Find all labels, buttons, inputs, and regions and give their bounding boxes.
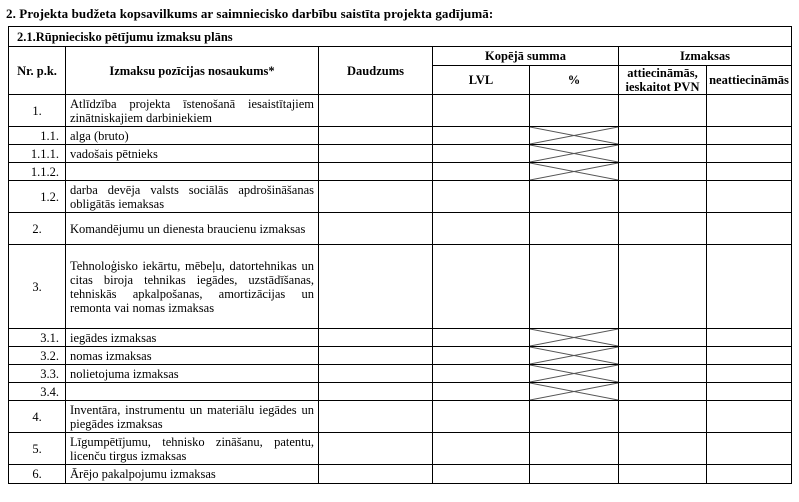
row-number: 1.1.	[9, 127, 66, 145]
page-heading: 2. Projekta budžeta kopsavilkums ar saimniecisko darbību saistīta projekta gadījumā:	[6, 6, 494, 21]
row-number: 3.2.	[9, 347, 66, 365]
percent-cell-crossed	[530, 127, 619, 145]
row-name: Tehnoloģisko iekārtu, mēbeļu, datortehnikas un citas biroja tehnikas iegādes, uzstādīšanas, tehniskās apkalpošanas, amortizācijas un remonta vai nomas izmaksas	[66, 245, 319, 329]
percent-cell-crossed	[530, 365, 619, 383]
quantity-cell[interactable]	[319, 95, 433, 127]
lvl-cell[interactable]	[433, 127, 530, 145]
row-name: nomas izmaksas	[66, 347, 319, 365]
lvl-cell[interactable]	[433, 95, 530, 127]
eligible-cell[interactable]	[619, 163, 707, 181]
table-row	[9, 347, 792, 365]
row-number: 4.	[9, 401, 66, 433]
percent-cell-crossed	[530, 347, 619, 365]
quantity-cell[interactable]	[319, 127, 433, 145]
row-number: 1.1.2.	[9, 163, 66, 181]
row-name: nolietojuma izmaksas	[66, 365, 319, 383]
row-number: 1.	[9, 95, 66, 127]
eligible-cell[interactable]	[619, 95, 707, 127]
lvl-cell[interactable]	[433, 145, 530, 163]
table-row	[9, 465, 792, 484]
header-eligible: attiecināmās, ieskaitot PVN	[619, 66, 707, 95]
row-name: alga (bruto)	[66, 127, 319, 145]
quantity-cell[interactable]	[319, 181, 433, 213]
lvl-cell[interactable]	[433, 163, 530, 181]
budget-table	[8, 26, 792, 484]
header-name: Izmaksu pozīcijas nosaukums*	[66, 47, 319, 95]
ineligible-cell[interactable]	[707, 127, 792, 145]
lvl-cell[interactable]	[433, 329, 530, 347]
row-name: iegādes izmaksas	[66, 329, 319, 347]
cross-out-icon	[530, 127, 618, 144]
table-row	[9, 213, 792, 245]
row-name: darba devēja valsts sociālās apdrošināšanas obligātās iemaksas	[66, 181, 319, 213]
ineligible-cell[interactable]	[707, 401, 792, 433]
cross-out-icon	[530, 163, 618, 180]
eligible-cell[interactable]	[619, 465, 707, 484]
row-number: 5.	[9, 433, 66, 465]
row-number: 3.4.	[9, 383, 66, 401]
ineligible-cell[interactable]	[707, 163, 792, 181]
quantity-cell[interactable]	[319, 365, 433, 383]
row-name: Inventāra, instrumentu un materiālu iegādes un piegādes izmaksas	[66, 401, 319, 433]
ineligible-cell[interactable]	[707, 329, 792, 347]
lvl-cell[interactable]	[433, 245, 530, 329]
row-number: 3.	[9, 245, 66, 329]
eligible-cell[interactable]	[619, 245, 707, 329]
cross-out-icon	[530, 365, 618, 382]
table-row	[9, 433, 792, 465]
lvl-cell[interactable]	[433, 433, 530, 465]
row-number: 1.1.1.	[9, 145, 66, 163]
quantity-cell[interactable]	[319, 383, 433, 401]
row-name: Atlīdzība projekta īstenošanā iesaistītajiem zinātniskajiem darbiniekiem	[66, 95, 319, 127]
percent-cell[interactable]	[530, 433, 619, 465]
quantity-cell[interactable]	[319, 163, 433, 181]
row-name: Līgumpētījumu, tehnisko zināšanu, patentu, licenču tirgus izmaksas	[66, 433, 319, 465]
eligible-cell[interactable]	[619, 365, 707, 383]
lvl-cell[interactable]	[433, 401, 530, 433]
percent-cell[interactable]	[530, 95, 619, 127]
ineligible-cell[interactable]	[707, 347, 792, 365]
header-nr: Nr. p.k.	[9, 47, 66, 95]
table-row	[9, 145, 792, 163]
lvl-cell[interactable]	[433, 365, 530, 383]
row-name	[66, 383, 319, 401]
ineligible-cell[interactable]	[707, 181, 792, 213]
ineligible-cell[interactable]	[707, 365, 792, 383]
table-row	[9, 95, 792, 127]
lvl-cell[interactable]	[433, 213, 530, 245]
header-percent: %	[530, 66, 619, 95]
header-total: Kopējā summa	[433, 47, 619, 66]
table-row	[9, 401, 792, 433]
header-lvl: LVL	[433, 66, 530, 95]
row-name: Komandējumu un dienesta braucienu izmaksas	[66, 213, 319, 245]
eligible-cell[interactable]	[619, 145, 707, 163]
percent-cell-crossed	[530, 145, 619, 163]
lvl-cell[interactable]	[433, 465, 530, 484]
row-name: vadošais pētnieks	[66, 145, 319, 163]
lvl-cell[interactable]	[433, 347, 530, 365]
eligible-cell[interactable]	[619, 213, 707, 245]
ineligible-cell[interactable]	[707, 145, 792, 163]
percent-cell-crossed	[530, 163, 619, 181]
section-title: 2.1.Rūpniecisko pētījumu izmaksu plāns	[9, 27, 792, 47]
table-row	[9, 181, 792, 213]
row-number: 1.2.	[9, 181, 66, 213]
table-row	[9, 383, 792, 401]
percent-cell-crossed	[530, 383, 619, 401]
row-number: 2.	[9, 213, 66, 245]
eligible-cell[interactable]	[619, 329, 707, 347]
quantity-cell[interactable]	[319, 433, 433, 465]
quantity-cell[interactable]	[319, 347, 433, 365]
eligible-cell[interactable]	[619, 181, 707, 213]
percent-cell[interactable]	[530, 465, 619, 484]
percent-cell[interactable]	[530, 213, 619, 245]
percent-cell[interactable]	[530, 401, 619, 433]
table-row	[9, 127, 792, 145]
cross-out-icon	[530, 383, 618, 400]
eligible-cell[interactable]	[619, 383, 707, 401]
eligible-cell[interactable]	[619, 401, 707, 433]
table-row	[9, 245, 792, 329]
cross-out-icon	[530, 347, 618, 364]
quantity-cell[interactable]	[319, 213, 433, 245]
ineligible-cell[interactable]	[707, 245, 792, 329]
ineligible-cell[interactable]	[707, 213, 792, 245]
eligible-cell[interactable]	[619, 433, 707, 465]
lvl-cell[interactable]	[433, 383, 530, 401]
table-body	[9, 95, 792, 484]
cross-out-icon	[530, 145, 618, 162]
row-number: 3.3.	[9, 365, 66, 383]
ineligible-cell[interactable]	[707, 383, 792, 401]
table-row	[9, 163, 792, 181]
header-quantity: Daudzums	[319, 47, 433, 95]
quantity-cell[interactable]	[319, 145, 433, 163]
quantity-cell[interactable]	[319, 401, 433, 433]
ineligible-cell[interactable]	[707, 433, 792, 465]
header-ineligible: neattiecināmās	[707, 66, 792, 95]
table-row	[9, 329, 792, 347]
lvl-cell[interactable]	[433, 181, 530, 213]
cross-out-icon	[530, 329, 618, 346]
row-name: Ārējo pakalpojumu izmaksas	[66, 465, 319, 484]
quantity-cell[interactable]	[319, 329, 433, 347]
percent-cell[interactable]	[530, 245, 619, 329]
percent-cell[interactable]	[530, 181, 619, 213]
ineligible-cell[interactable]	[707, 95, 792, 127]
percent-cell-crossed	[530, 329, 619, 347]
row-number: 6.	[9, 465, 66, 484]
header-costs: Izmaksas	[619, 47, 792, 66]
row-name	[66, 163, 319, 181]
quantity-cell[interactable]	[319, 465, 433, 484]
eligible-cell[interactable]	[619, 127, 707, 145]
eligible-cell[interactable]	[619, 347, 707, 365]
row-number: 3.1.	[9, 329, 66, 347]
quantity-cell[interactable]	[319, 245, 433, 329]
ineligible-cell[interactable]	[707, 465, 792, 484]
table-row	[9, 365, 792, 383]
